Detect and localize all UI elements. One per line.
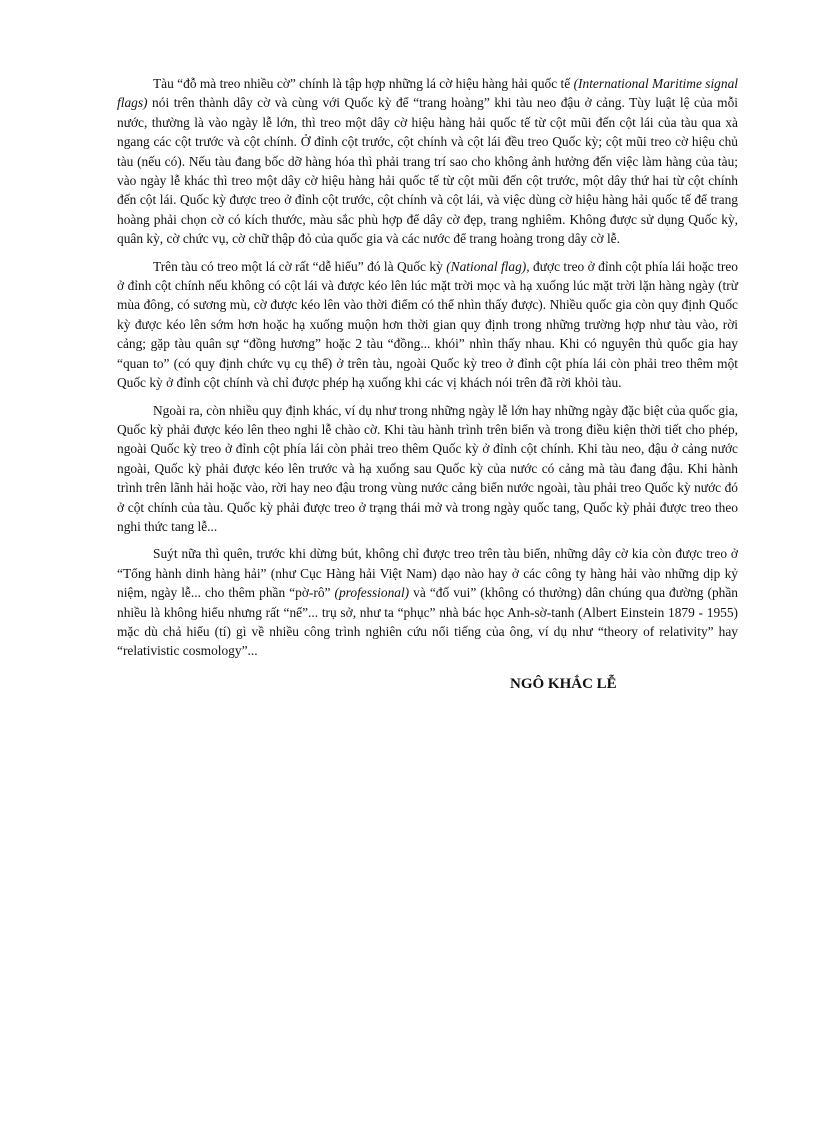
italic-term: (professional): [334, 585, 410, 601]
document-page: [117, 74, 738, 694]
italic-term: (National flag),: [446, 258, 530, 274]
text-run: Tàu “đỗ mà treo nhiều cờ” chính là tập hợp những lá cờ hiệu hàng hải quốc tế: [153, 76, 574, 91]
paragraph-1: [117, 74, 738, 249]
paragraph-2: [117, 257, 738, 393]
text-run: Trên tàu có treo một lá cờ rất “dễ hiểu” đó là Quốc kỳ: [153, 258, 447, 274]
text-run: được treo ở đỉnh cột phía lái hoặc treo ở đỉnh cột chính nếu không có cột lái và được kéo lên lúc mặt trời mọc và hạ xuống lúc mặt trời lặn hàng ngày (trừ mùa đông, có sương mù, cờ được kéo lên vào thời điểm có thể nhìn thấy được). Nhiều quốc gia còn quy định Quốc kỳ được kéo lên sớm hơn hoặc hạ xuống muộn hơn thời gian quy định trong những trường hợp như tàu vào, rời cảng; gặp tàu quân sự “đồng hương” hoặc 2 tàu “đồng... khói” nhìn thấy nhau. Khi có nguyên thủ quốc gia hay “quan to” (có quy định chức vụ cụ thể) ở trên tàu, ngoài Quốc kỳ treo ở đỉnh cột phía lái còn phải treo thêm một Quốc kỳ ở đỉnh cột chính và chỉ được phép hạ xuống khi các vị khách nói trên đã rời khỏi tàu.: [117, 258, 738, 391]
text-run: Ngoài ra, còn nhiều quy định khác, ví dụ như trong những ngày lễ lớn hay những ngày đặc biệt của quốc gia, Quốc kỳ phải được kéo lên theo nghi lễ chào cờ. Khi tàu hành trình trên biển và trong điều kiện thời tiết cho phép, ngoài Quốc kỳ treo ở đỉnh cột phía lái còn phải treo thêm Quốc kỳ ở đỉnh cột chính. Khi tàu neo, đậu ở cảng nước ngoài, Quốc kỳ phải được kéo lên trước và hạ xuống sau Quốc kỳ của nước có cảng mà tàu đang đậu. Khi hành trình trên lãnh hải hoặc vào, rời hay neo đậu trong vùng nước cảng biển nước ngoài, tàu phải treo Quốc kỳ nước đó ở cột chính của tàu. Quốc kỳ phải được treo ở trạng thái mở và trong ngày quốc tang, Quốc kỳ phải được treo theo nghi thức tang lễ...: [117, 402, 738, 534]
author-signature: NGÔ KHẮC LỄ: [510, 675, 617, 692]
text-run: Suýt nữa thì quên, trước khi dừng bút, không chỉ được treo trên tàu biển, những dây cờ kia còn được treo ở “Tổng hành dinh hàng hải” (như Cục Hàng hải Việt Nam) dạo nào hay ở các công ty hàng hải vào những dịp kỷ niệm, ngày lễ... cho thêm phần “pờ-rô”: [117, 546, 738, 601]
text-run: nói trên thành dây cờ và cùng với Quốc kỳ để “trang hoàng” khi tàu neo đậu ở cảng. Tùy luật lệ của mỗi nước, thường là vào ngày lễ lớn, thì treo một dây cờ hiệu hàng hải quốc tế từ cột mũi đến cột lái của tàu qua xà ngang các cột trước và cột chính. Ở đỉnh cột trước, cột chính và cột lái đều treo Quốc kỳ; cột mũi treo cờ hiệu chủ tàu (nếu có). Nếu tàu đang bốc dỡ hàng hóa thì phải trang trí sao cho không ảnh hưởng đến việc làm hàng của tàu; vào ngày lễ khác thì treo một dây cờ hiệu hàng hải quốc tế từ cột mũi đến cột trước, một dây thứ hai từ cột chính đến cột lái. Quốc kỳ được treo ở đỉnh cột trước, cột chính và cột lái, và việc dùng cờ hiệu hàng hải quốc tế để trang hoàng phải chọn cờ có kích thước, màu sắc phù hợp để dây cờ đẹp, trang nghiêm. Không được sử dụng Quốc kỳ, quân kỳ, cờ chức vụ, cờ chữ thập đỏ của quốc gia và các nước để trang hoàng trong dây cờ lễ.: [117, 95, 738, 247]
italic-term: (International Maritime signal flags): [117, 76, 738, 111]
paragraph-3: [117, 401, 738, 537]
paragraph-4: [117, 544, 738, 660]
text-run: và “đố vui” (không có thưởng) dân chúng qua đường (phần nhiều là không hiểu nhưng rất “nể”... trụ sở, như ta “phục” nhà bác học Anh-sờ-tanh (Albert Einstein 1879 - 1955) mặc dù chả hiểu (tí) gì về nhiều công trình nghiên cứu nổi tiếng của ông, ví dụ như “theory of relativity” hay “relativistic cosmology”...: [117, 585, 738, 659]
